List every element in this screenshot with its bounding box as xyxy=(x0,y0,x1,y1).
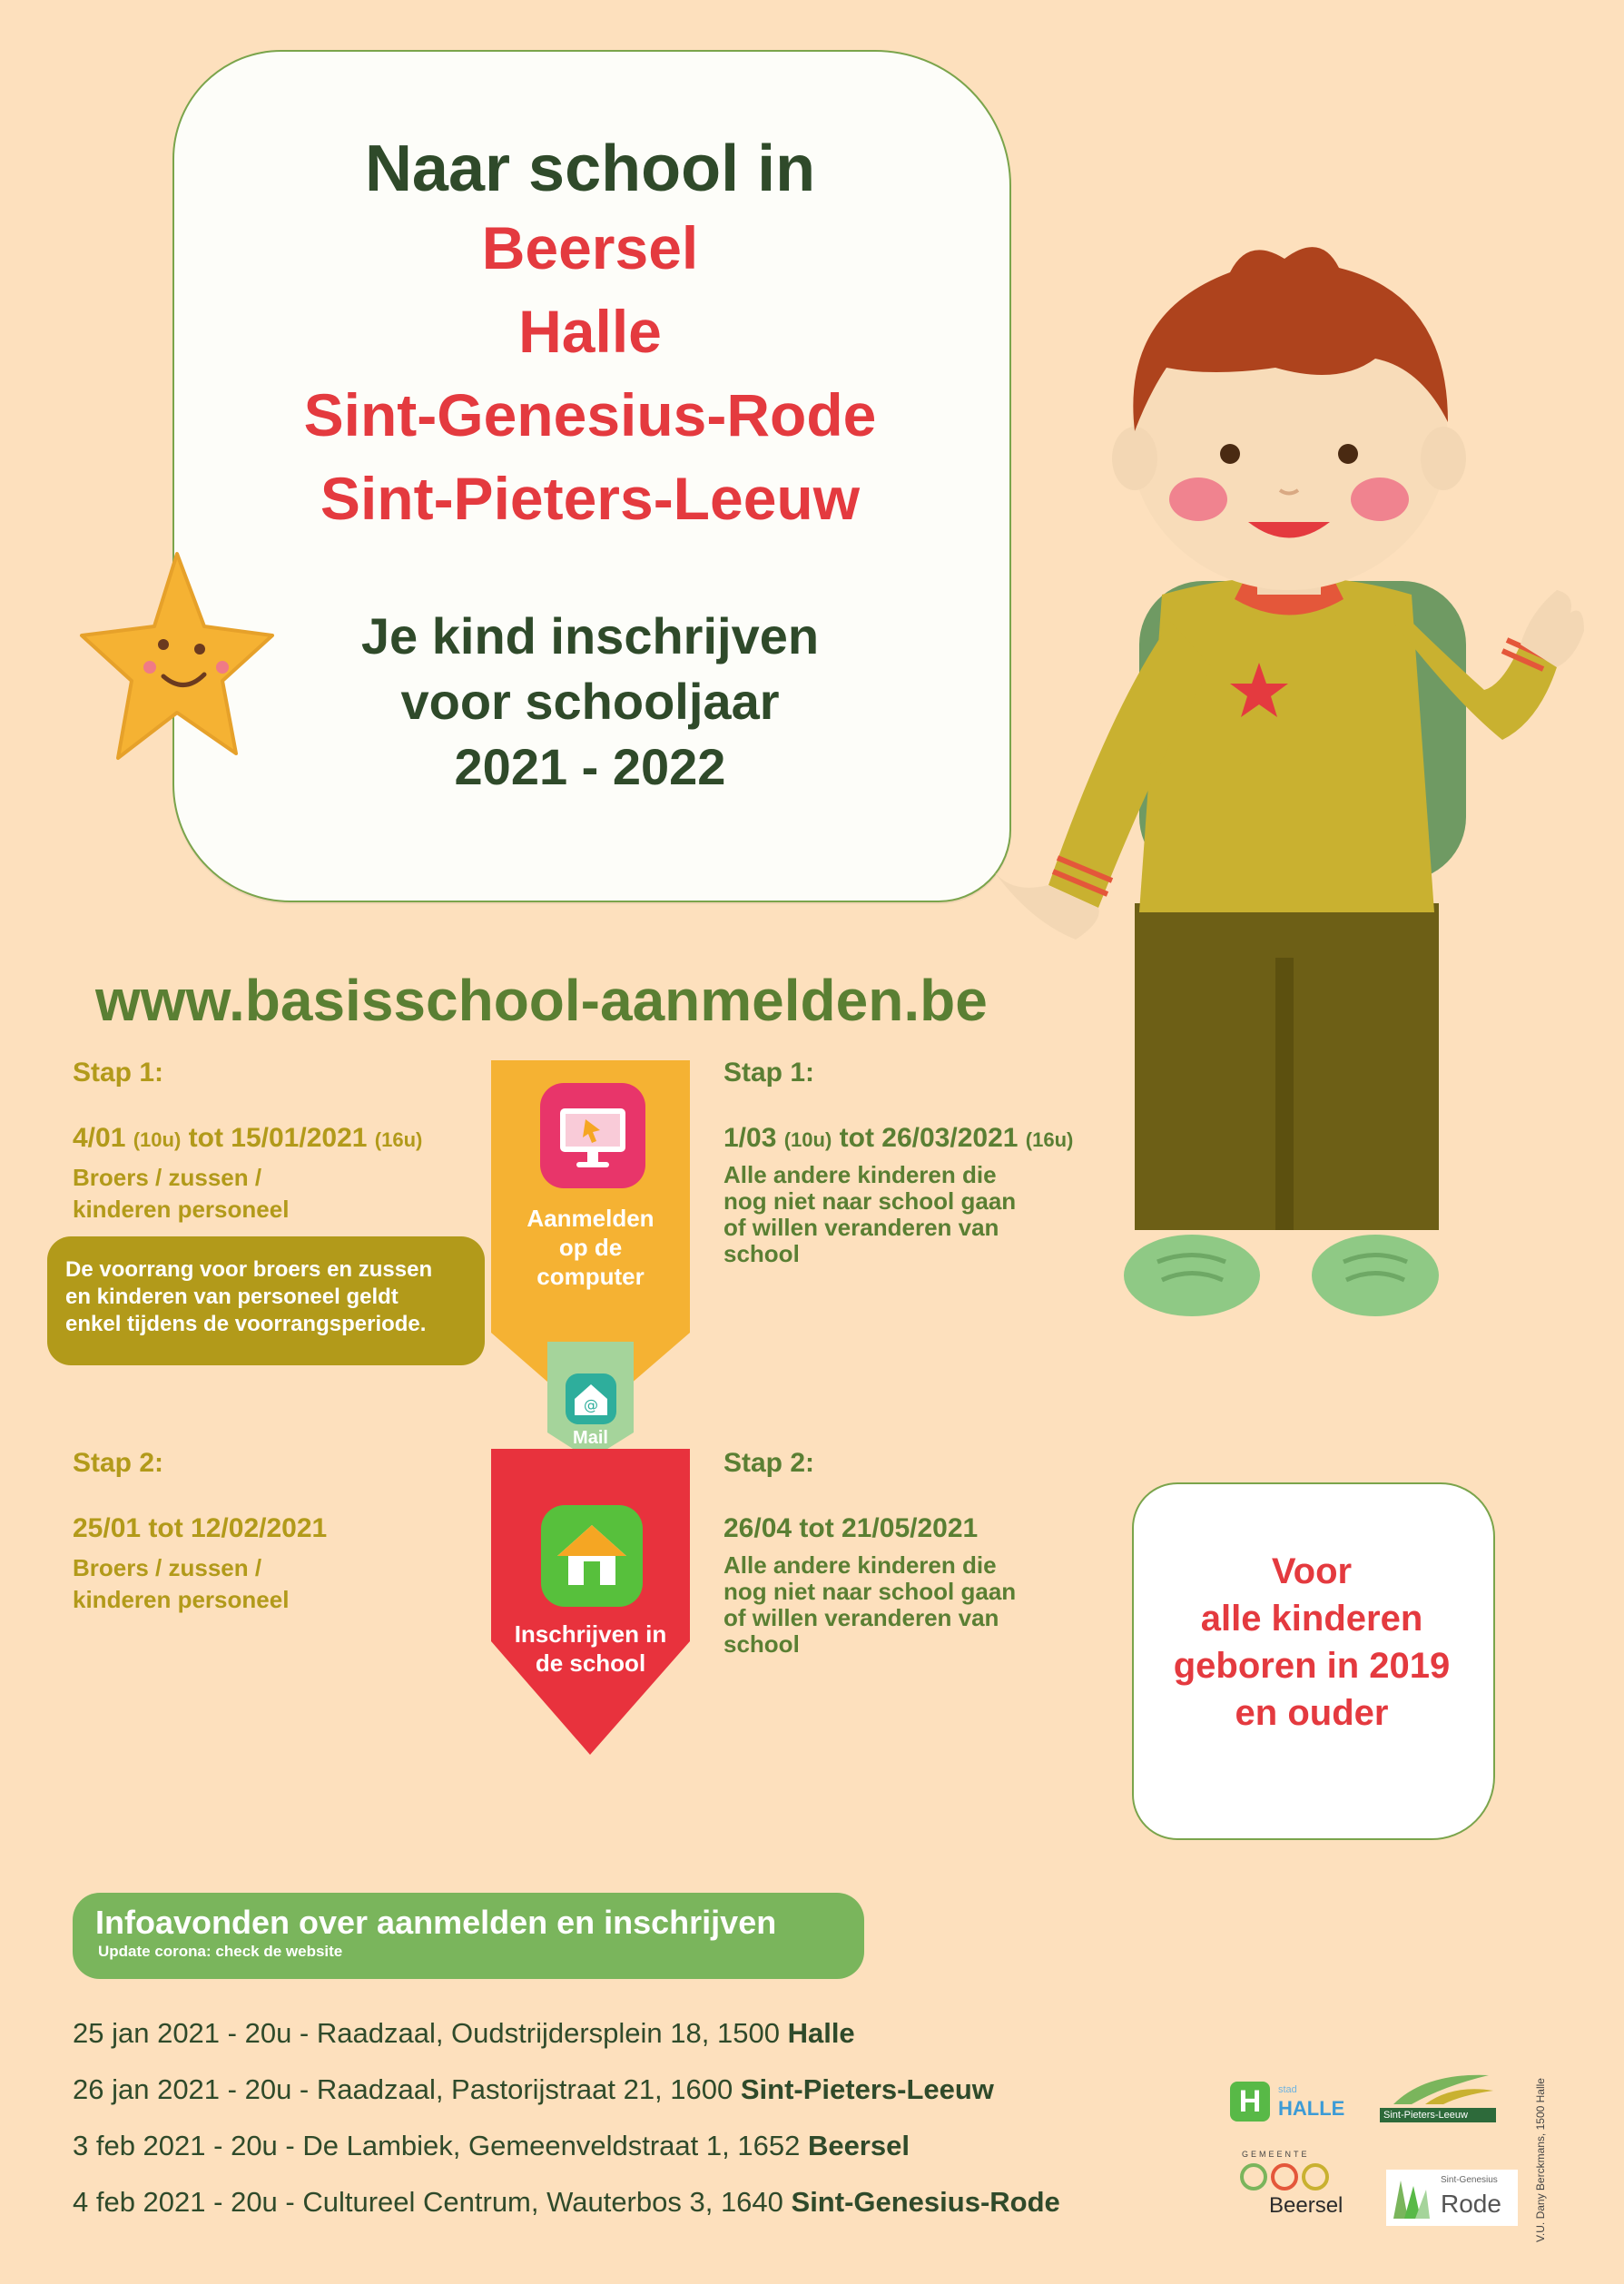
town-sint-pieters-leeuw: Sint-Pieters-Leeuw xyxy=(320,465,861,532)
info-event: 3 feb 2021 - 20u - De Lambiek, Gemeenveldstraat 1, 1652 Beersel xyxy=(73,2130,910,2161)
arrow-inschrijven-label: Inschrijven in de school xyxy=(514,1620,667,1677)
headline: Naar school in xyxy=(364,133,816,205)
info-event: 26 jan 2021 - 20u - Raadzaal, Pastorijstraat 21, 1600 Sint-Pieters-Leeuw xyxy=(73,2073,994,2105)
halle-h-icon: H xyxy=(1230,2082,1270,2122)
arrow-mail-label: Mail xyxy=(573,1428,608,1448)
sint-pieters-leeuw-logo: Sint-Pieters-Leeuw xyxy=(1375,2068,1521,2131)
spl-leaf-icon xyxy=(1389,2068,1498,2106)
computer-icon xyxy=(540,1083,645,1188)
beersel-logo: GEMEENTE Beersel xyxy=(1235,2150,1353,2222)
right-step1-text: Alle andere kinderen die nog niet naar school gaan of willen veranderen van school xyxy=(723,1161,1017,1267)
boy-illustration xyxy=(976,231,1593,1330)
info-event: 25 jan 2021 - 20u - Raadzaal, Oudstrijdersplein 18, 1500 Halle xyxy=(73,2017,855,2049)
town-beersel: Beersel xyxy=(481,214,699,281)
sint-genesius-rode-logo: Sint-Genesius Rode xyxy=(1386,2170,1518,2226)
right-step1-dates: 1/03 (10u) tot 26/03/2021 (16u) xyxy=(723,1123,1074,1153)
age-card-text: Voor alle kinderen geboren in 2019 en ouder xyxy=(1173,1551,1451,1733)
school-house-icon xyxy=(541,1505,643,1607)
info-event: 4 feb 2021 - 20u - Cultureel Centrum, Wauterbos 3, 1640 Sint-Genesius-Rode xyxy=(73,2186,1060,2218)
town-sint-genesius-rode: Sint-Genesius-Rode xyxy=(303,381,877,448)
svg-text:@: @ xyxy=(584,1396,598,1413)
left-step1-dates: 4/01 (10u) tot 15/01/2021 (16u) xyxy=(73,1123,423,1153)
responsible-publisher: V.U. Dany Berckmans, 1500 Halle xyxy=(1534,2078,1547,2242)
left-step1-label: Stap 1: xyxy=(73,1058,164,1088)
left-step2-label: Stap 2: xyxy=(73,1448,164,1478)
mail-icon xyxy=(566,1373,616,1424)
subtitle-line3: 2021 - 2022 xyxy=(454,738,726,795)
info-title: Infoavonden over aanmelden en inschrijven xyxy=(95,1904,777,1941)
priority-note: De voorrang voor broers en zussen en kinderen van personeel geldt enkel tijdens de voorrangsperiode. xyxy=(47,1236,485,1365)
left-step2-text: Broers / zussen / kinderen personeel xyxy=(73,1554,290,1613)
info-subtitle: Update corona: check de website xyxy=(98,1943,343,1960)
right-step2-text: Alle andere kinderen die nog niet naar school gaan of willen veranderen van school xyxy=(723,1551,1017,1658)
right-step2-label: Stap 2: xyxy=(723,1448,815,1478)
smiling-star-icon xyxy=(77,549,295,767)
left-step2-dates: 25/01 tot 12/02/2021 xyxy=(73,1513,328,1543)
subtitle-line1: Je kind inschrijven xyxy=(360,607,820,665)
rode-grass-icon xyxy=(1392,2177,1432,2220)
subtitle-line2: voor schooljaar xyxy=(400,673,780,730)
right-step1-label: Stap 1: xyxy=(723,1058,815,1088)
town-halle: Halle xyxy=(518,298,662,365)
website-url[interactable]: www.basisschool-aanmelden.be xyxy=(95,968,988,1033)
arrow-aanmelden-label: Aanmelden op de computer xyxy=(527,1205,655,1290)
left-step1-text: Broers / zussen / kinderen personeel xyxy=(73,1164,290,1223)
halle-logo: H stad HALLE xyxy=(1225,2077,1362,2131)
beersel-arches-icon xyxy=(1239,2162,1330,2191)
right-step2-dates: 26/04 tot 21/05/2021 xyxy=(723,1513,979,1543)
